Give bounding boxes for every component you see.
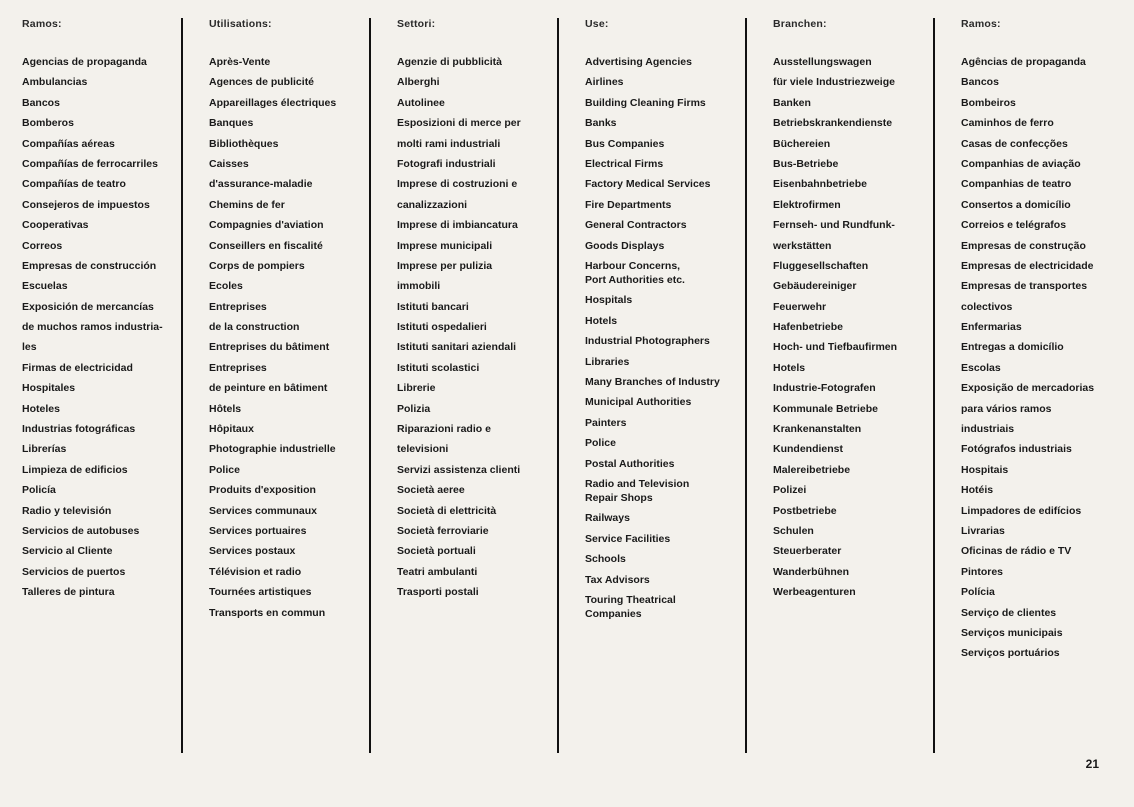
list-item: Schools — [585, 553, 626, 566]
list-item: Building Cleaning Firms — [585, 96, 706, 109]
list-item: Wanderbühnen — [773, 565, 850, 578]
list-item: Enfermarias — [961, 321, 1022, 334]
list-item: Postal Authorities — [585, 457, 675, 470]
list-item: canalizzazioni — [397, 198, 468, 211]
list-item: General Contractors — [585, 219, 687, 232]
list-item: Livrarias — [961, 524, 1005, 537]
list-item: Schulen — [773, 524, 814, 537]
list-item: Banken — [773, 96, 811, 109]
list-item: Entregas a domicílio — [961, 341, 1064, 354]
list-item: Malereibetriebe — [773, 463, 851, 476]
list-item: Appareillages électriques — [209, 96, 337, 109]
list-item: Imprese municipali — [397, 239, 493, 252]
list-item: Libraries — [585, 355, 630, 368]
list-item: Imprese di costruzioni e — [397, 178, 518, 191]
list-item: immobili — [397, 280, 441, 293]
list-item: Bibliothèques — [209, 137, 279, 150]
list-item: Hafenbetriebe — [773, 321, 844, 334]
list-item: Empresas de construcción — [22, 259, 157, 272]
column-divider — [745, 18, 747, 753]
list-item: Services portuaires — [209, 524, 307, 537]
list-item: Elektrofirmen — [773, 198, 841, 211]
list-item: Casas de confecções — [961, 137, 1068, 150]
list-item-line: Touring Theatrical — [585, 593, 676, 606]
list-item: les — [22, 341, 37, 354]
list-item: Consertos a domicílio — [961, 198, 1071, 211]
list-item: Hospitales — [22, 382, 76, 395]
term-list — [585, 55, 753, 627]
list-item: Consejeros de impuestos — [22, 198, 150, 211]
term-list — [961, 55, 1129, 667]
list-item: werkstätten — [773, 239, 832, 252]
term-list — [22, 55, 190, 606]
list-item: Cooperativas — [22, 219, 89, 232]
list-item: Betriebskrankendienste — [773, 117, 893, 130]
list-item: Serviço de clientes — [961, 606, 1057, 619]
list-item: Limpadores de edifícios — [961, 504, 1082, 517]
list-item: d'assurance-maladie — [209, 178, 313, 191]
column-heading: Settori: — [397, 18, 436, 30]
list-item: Büchereien — [773, 137, 831, 150]
term-list — [397, 55, 565, 606]
list-item: Polícia — [961, 586, 995, 599]
list-item: Ausstellungswagen — [773, 56, 872, 68]
list-item: Autolinee — [397, 96, 445, 109]
list-item: Airlines — [585, 76, 624, 89]
list-item: Hoteles — [22, 402, 60, 415]
column-divider — [369, 18, 371, 753]
list-item: Caminhos de ferro — [961, 117, 1054, 130]
list-item: Hotels — [585, 314, 618, 327]
list-item: Compañías de teatro — [22, 178, 126, 191]
list-item: Painters — [585, 416, 627, 429]
column-heading: Branchen: — [773, 18, 827, 30]
list-item: Exposição de mercadorias — [961, 382, 1095, 395]
list-item: Companhias de teatro — [961, 178, 1072, 191]
list-item: de la construction — [209, 321, 300, 334]
column-heading: Ramos: — [961, 18, 1001, 30]
list-item: Bomberos — [22, 117, 74, 130]
list-item: Polizia — [397, 402, 431, 415]
list-item: Police — [209, 463, 240, 476]
list-item: Electrical Firms — [585, 157, 664, 170]
list-item: de muchos ramos industria- — [22, 321, 163, 334]
list-item: Servizi assistenza clienti — [397, 463, 521, 476]
list-item: Fernseh- und Rundfunk- — [773, 219, 895, 232]
list-item: Advertising Agencies — [585, 56, 692, 68]
list-item: Agenzie di pubblicità — [397, 56, 503, 68]
list-item: Many Branches of Industry — [585, 375, 720, 388]
column-divider — [557, 18, 559, 753]
list-item-line: Radio and Television — [585, 477, 690, 490]
list-item: Fluggesellschaften — [773, 259, 869, 272]
list-item: Factory Medical Services — [585, 178, 711, 191]
list-item: Hotéis — [961, 484, 994, 497]
list-item: Esposizioni di merce per — [397, 117, 521, 130]
term-list — [773, 55, 941, 606]
list-item: Hôpitaux — [209, 423, 254, 436]
list-item: Limpieza de edificios — [22, 463, 128, 476]
list-item: Società aeree — [397, 484, 465, 497]
list-item: Industrias fotográficas — [22, 423, 136, 436]
list-item: Ambulancias — [22, 76, 88, 89]
list-item: für viele Industriezweige — [773, 76, 895, 89]
list-item: Conseillers en fiscalité — [209, 239, 323, 252]
list-item: de peinture en bâtiment — [209, 382, 328, 395]
list-item: Firmas de electricidad — [22, 361, 133, 374]
list-item: Photographie industrielle — [209, 443, 336, 456]
list-item: Istituti ospedalieri — [397, 321, 487, 334]
list-item — [585, 477, 753, 512]
list-item: Exposición de mercancías — [22, 300, 154, 313]
list-item: Polizei — [773, 484, 807, 497]
list-item: Servicio al Cliente — [22, 545, 113, 558]
list-item: Kommunale Betriebe — [773, 402, 879, 415]
list-item: Après-Vente — [209, 56, 271, 68]
list-item: Railways — [585, 512, 630, 525]
list-item: Correios e telégrafos — [961, 219, 1067, 232]
list-item: Talleres de pintura — [22, 586, 115, 599]
list-item: Caisses — [209, 157, 249, 170]
list-item: Bancos — [22, 96, 60, 109]
list-item: Istituti bancari — [397, 300, 469, 313]
column-divider — [181, 18, 183, 753]
list-item — [585, 259, 753, 294]
list-item: Ecoles — [209, 280, 243, 293]
list-item: Municipal Authorities — [585, 396, 692, 409]
list-item: Alberghi — [397, 76, 440, 89]
list-item: Industrie-Fotografen — [773, 382, 876, 395]
page-number: 21 — [1085, 757, 1099, 771]
list-item: Banks — [585, 117, 617, 130]
list-item: Feuerwehr — [773, 300, 827, 313]
list-item: Fire Departments — [585, 198, 672, 211]
list-item: Steuerberater — [773, 545, 842, 558]
list-item: Riparazioni radio e — [397, 423, 491, 436]
list-item: Bus-Betriebe — [773, 157, 839, 170]
list-item: Serviços portuários — [961, 647, 1060, 660]
list-item: Compañías de ferrocarriles — [22, 157, 158, 170]
list-item: Escuelas — [22, 280, 68, 293]
list-item — [585, 593, 753, 628]
list-item-line: Port Authorities etc. — [585, 273, 685, 286]
list-item: Empresas de transportes — [961, 280, 1088, 293]
list-item: Oficinas de rádio e TV — [961, 545, 1072, 558]
column-divider — [933, 18, 935, 753]
list-item: Bus Companies — [585, 137, 665, 150]
list-item: Entreprises — [209, 300, 267, 313]
list-item-line: Harbour Concerns, — [585, 259, 681, 272]
list-item: Policía — [22, 484, 56, 497]
list-item: Bancos — [961, 76, 999, 89]
list-item: Empresas de electricidade — [961, 259, 1094, 272]
list-item: Fotografi industriali — [397, 157, 496, 170]
list-item: Hôtels — [209, 402, 242, 415]
list-item: Tournées artistiques — [209, 586, 312, 599]
list-item: Chemins de fer — [209, 198, 285, 211]
list-item: Télévision et radio — [209, 565, 302, 578]
list-item: Hotels — [773, 361, 806, 374]
list-item: Hospitais — [961, 463, 1009, 476]
list-item-line: Companies — [585, 607, 642, 620]
list-item: Compagnies d'aviation — [209, 219, 324, 232]
list-item: Produits d'exposition — [209, 484, 316, 497]
list-item: Service Facilities — [585, 532, 671, 545]
list-item: Imprese per pulizia — [397, 259, 493, 272]
column-heading: Ramos: — [22, 18, 62, 30]
list-item: Trasporti postali — [397, 586, 479, 599]
list-item: Gebäudereiniger — [773, 280, 857, 293]
list-item: Goods Displays — [585, 239, 665, 252]
list-item: Pintores — [961, 565, 1004, 578]
list-item: Compañías aéreas — [22, 137, 115, 150]
list-item: Imprese di imbiancatura — [397, 219, 518, 232]
list-item: Banques — [209, 117, 254, 130]
list-item: Serviços municipais — [961, 626, 1063, 639]
list-item: Corps de pompiers — [209, 259, 305, 272]
list-item: Postbetriebe — [773, 504, 837, 517]
list-item: Librerías — [22, 443, 67, 456]
list-item: Escolas — [961, 361, 1001, 374]
list-item: Hoch- und Tiefbaufirmen — [773, 341, 898, 354]
list-item: Bombeiros — [961, 96, 1016, 109]
list-item: Entreprises — [209, 361, 267, 374]
list-item: Società portuali — [397, 545, 476, 558]
list-item: Società di elettricità — [397, 504, 497, 517]
list-item: Istituti sanitari aziendali — [397, 341, 517, 354]
list-item: Transports en commun — [209, 606, 326, 619]
list-item: Librerie — [397, 382, 436, 395]
list-item: Agences de publicité — [209, 76, 315, 89]
list-item: industriais — [961, 423, 1015, 436]
list-item: Police — [585, 437, 616, 450]
list-item: Istituti scolastici — [397, 361, 480, 374]
list-item: Services postaux — [209, 545, 296, 558]
list-item: Radio y televisión — [22, 504, 112, 517]
list-item: Companhias de aviação — [961, 157, 1081, 170]
list-item: Teatri ambulanti — [397, 565, 478, 578]
list-item: televisioni — [397, 443, 449, 456]
list-item: Fotógrafos industriais — [961, 443, 1072, 456]
column-heading: Utilisations: — [209, 18, 272, 30]
term-list — [209, 55, 377, 626]
list-item: colectivos — [961, 300, 1013, 313]
list-item: Servicios de autobuses — [22, 524, 140, 537]
list-item: Correos — [22, 239, 63, 252]
list-item: Agencias de propaganda — [22, 56, 147, 68]
list-item: molti rami industriali — [397, 137, 501, 150]
list-item: Tax Advisors — [585, 573, 650, 586]
list-item: Società ferroviarie — [397, 524, 489, 537]
list-item: Empresas de construção — [961, 239, 1086, 252]
list-item: Industrial Photographers — [585, 335, 710, 348]
list-item: Servicios de puertos — [22, 565, 126, 578]
list-item: Entreprises du bâtiment — [209, 341, 330, 354]
list-item: para vários ramos — [961, 402, 1052, 415]
list-item: Kundendienst — [773, 443, 843, 456]
list-item: Werbeagenturen — [773, 586, 856, 599]
list-item-line: Repair Shops — [585, 491, 653, 504]
list-item: Hospitals — [585, 294, 633, 307]
list-item: Krankenanstalten — [773, 423, 862, 436]
list-item: Services communaux — [209, 504, 317, 517]
list-item: Agências de propaganda — [961, 56, 1086, 68]
column-heading: Use: — [585, 18, 609, 30]
list-item: Eisenbahnbetriebe — [773, 178, 867, 191]
